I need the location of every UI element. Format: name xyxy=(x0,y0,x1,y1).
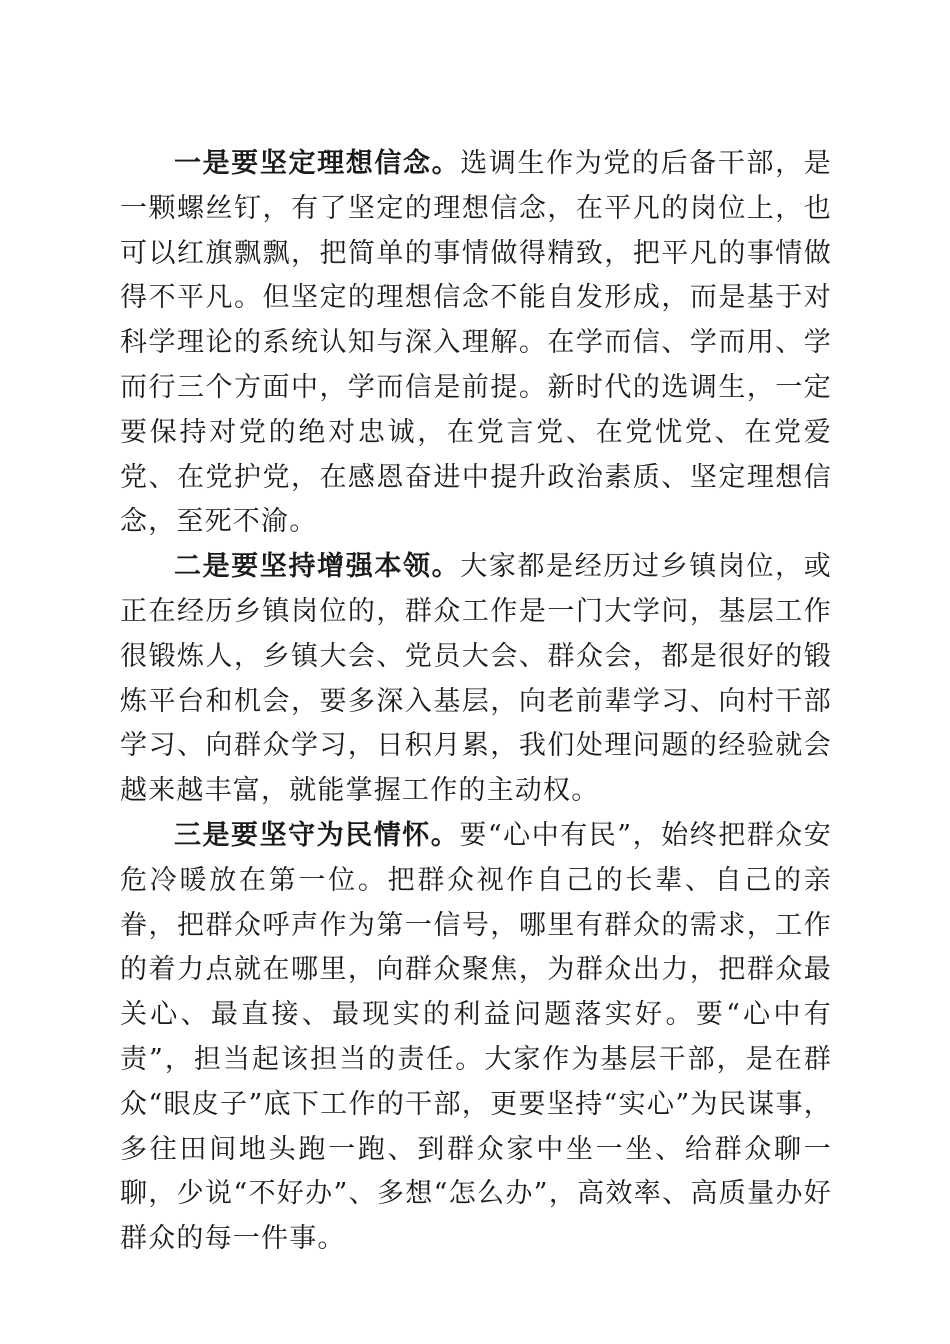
paragraph-lead: 一是要坚定理想信念。 xyxy=(174,148,461,179)
document-body xyxy=(120,142,832,1262)
paragraph-lead: 三是要坚守为民情怀。 xyxy=(174,819,460,851)
paragraph-body: 选调生作为党的后备干部，是一颗螺丝钉，有了坚定的理想信念，在平凡的岗位上，也可以红旗飘飘，把简单的事情做得精致，把平凡的事情做得不平凡。但坚定的理想信念不能自发形成，而是基于对科学理论的系统认知与深入理解。在学而信、学而用、学而行三个方面中，学而信是前提。新时代的选调生，一定要保持对党的绝对忠诚，在党言党、在党忧党、在党爱党、在党护党，在感恩奋进中提升政治素质、坚定理想信念，至死不渝。 xyxy=(120,148,833,538)
paragraph-lead: 二是要坚持增强本领。 xyxy=(174,551,461,583)
paragraph-body: 要“心中有民”，始终把群众安危冷暖放在第一位。把群众视作自己的长辈、自己的亲眷，把群众呼声作为第一信号，哪里有群众的需求，工作的着力点就在哪里，向群众聚焦，为群众出力，把群众最关心、最直接、最现实的利益问题落实好。要“心中有责”，担当起该担当的责任。大家作为基层干部，是在群众“眼皮子”底下工作的干部，更要坚持“实心”为民谋事，多往田间地头跑一跑、到群众家中坐一坐、给群众聊一聊，少说“不好办”、多想“怎么办”，高效率、高质量办好群众的每一件事。 xyxy=(120,819,833,1255)
paragraph-people xyxy=(120,814,832,1262)
paragraph-ideals xyxy=(120,142,832,545)
paragraph-body: 大家都是经历过乡镇岗位，或正在经历乡镇岗位的，群众工作是一门大学问，基层工作很锻炼人，乡镇大会、党员大会、群众会，都是很好的锻炼平台和机会，要多深入基层，向老前辈学习、向村干部学习、向群众学习，日积月累，我们处理问题的经验就会越来越丰富，就能掌握工作的主动权。 xyxy=(120,551,833,807)
paragraph-skills xyxy=(120,545,832,814)
